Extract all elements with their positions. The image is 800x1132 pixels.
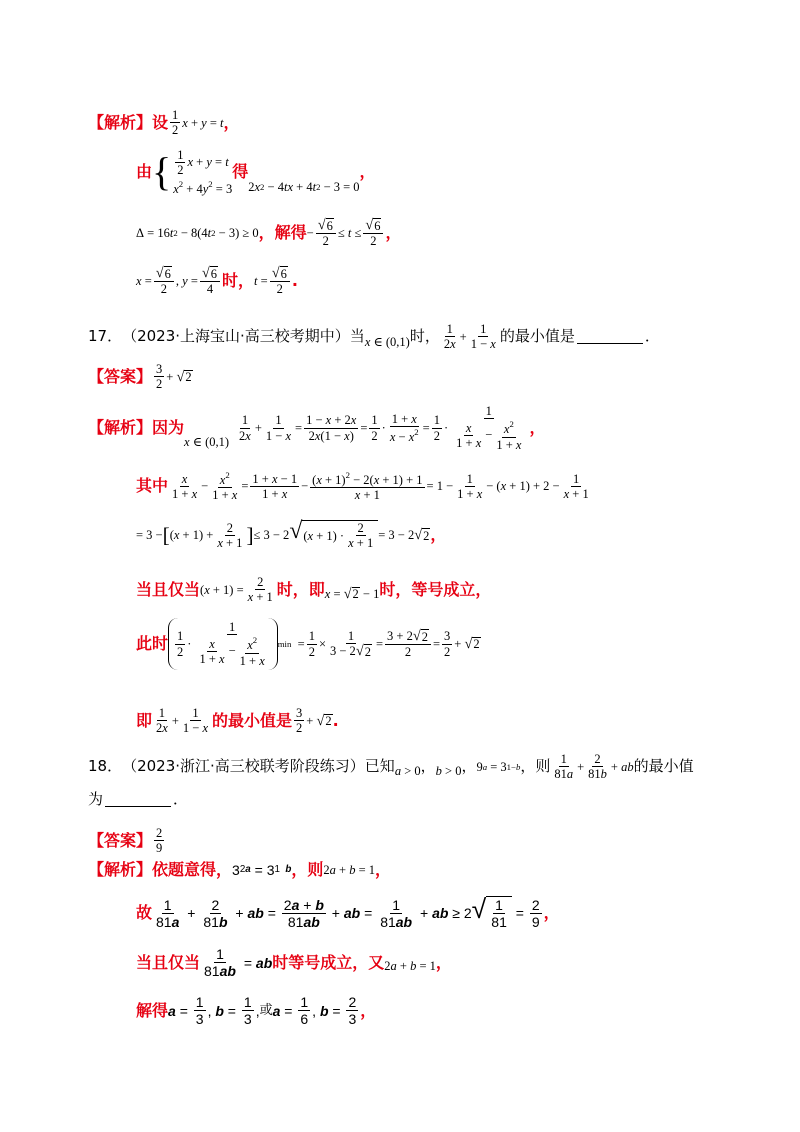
math-expr: $\frac{1}{2x}$ + $\frac{1}{1 - x}$ bbox=[443, 322, 496, 352]
prev-analysis-line-3: Δ = 16 t 2 − 8(4 t 2 − 3) ≥ 0 ，解得 − √ 6 2 ≤ t ≤ √ 6 2 ， bbox=[136, 217, 402, 249]
math-expr: x = √ 2 − 1 bbox=[324, 585, 380, 602]
math-expr: 9 a = 3 1−b bbox=[476, 759, 521, 774]
math-expr: $\frac{1}{2}$ x + y = t bbox=[172, 108, 224, 138]
question-17: 17． （2023·上海宝山·高三校考期中）当 x ∈ (0,1) 时， $\frac{1}{2x}$ + $\frac{1}{1 - x}$ 的最小值是 ． bbox=[88, 322, 660, 352]
answer-tag: 【答案】 bbox=[88, 830, 153, 850]
analysis-17-line-5: 此时 $\frac{1}{2}$ · 1 $\frac{x}{1 + x}$ − $\frac{x^2}{1 + x}$ min = $\frac{1}{2}$ × 1 3 − 2 √ 2 = 3 + 2 √ 2 2 = $\frac{3}{2}$ + √ 2 bbox=[136, 618, 481, 670]
math-expr: $\frac{1}{81a}$ + $\frac{2}{81b}$ + ab bbox=[554, 752, 634, 782]
prev-analysis-line-4: x = √ 6 2 , y = √ 6 4 时， t = √ 6 2 . bbox=[136, 265, 298, 297]
math-expr: 3 2a = 3 1 b bbox=[232, 862, 292, 878]
math-expr: $\frac{1}{2}$ · 1 $\frac{x}{1 + x}$ − $\frac{x^2}{1 + x}$ min = $\frac{1}{2}$ × 1 3 − 2 √ 2 = 3 + 2 √ 2 2 = $\frac{3}{2}$ + √ 2 bbox=[168, 618, 481, 670]
analysis-18-line-2: 故 $\frac{1}{81a}$ + $\frac{2}{81b}$ + ab = $\frac{2a + b}{81ab}$ + ab = $\frac{1}{81ab}$ + ab ≥ 2 √ $\frac{1}{81}$ = $\frac{2}{9}$ ， bbox=[136, 894, 560, 931]
analysis-17-line-6: 即 $\frac{1}{2x}$ + $\frac{1}{1 - x}$ 的最小值是 $\frac{3}{2}$ + √ 2 . bbox=[136, 706, 339, 736]
math-expr: $\frac{1}{2x}$ + $\frac{1}{1 - x}$ = $\frac{1 - x + 2x}{2x(1 - x)}$ = $\frac{1}{2}$ · $\frac{1 + x}{x - x^2}$ = $\frac{1}{2}$ · 1 $\frac{x}{1 + x}$ − $\frac{x^2}{1 + x}$ bbox=[239, 404, 522, 452]
answer-blank bbox=[577, 329, 643, 344]
math-expr: $\frac{1}{81ab}$ = ab bbox=[204, 946, 273, 980]
math-expr: 2 a + b = 1 bbox=[384, 959, 436, 974]
math-expr: $\frac{x}{1 + x}$ − $\frac{x^2}{1 + x}$ = $\frac{1 + x - 1}{1 + x}$ − $\frac{(x + 1)^2 - 2(x + 1) + 1}{x + 1}$ = 1 − $\frac{1}{1 + x}$ − ( x + 1) + 2 − $\frac{1}{x + 1}$ bbox=[172, 470, 589, 503]
analysis-tag: 【解析】 bbox=[88, 112, 153, 132]
analysis-17-line-4: 当且仅当 ( x + 1) = $\frac{2}{x + 1}$ 时，即 x = √ 2 − 1 时，等号成立， bbox=[136, 575, 492, 605]
math-expr: Δ = 16 t 2 − 8(4 t 2 − 3) ≥ 0 bbox=[136, 226, 259, 241]
analysis-17-line-2: 其中 $\frac{x}{1 + x}$ − $\frac{x^2}{1 + x}$ = $\frac{1 + x - 1}{1 + x}$ − $\frac{(x + 1)^2 - 2(x + 1) + 1}{x + 1}$ = 1 − $\frac{1}{1 + x}$ − ( x + 1) + 2 − $\frac{1}{x + 1}$ bbox=[136, 470, 593, 503]
math-expr: x = √ 6 2 , y = √ 6 4 bbox=[136, 266, 222, 297]
math-expr: $\frac{1}{81a}$ + $\frac{2}{81b}$ + ab = $\frac{2a + b}{81ab}$ + ab = $\frac{1}{81ab}$ + ab ≥ 2 √ $\frac{1}{81}$ = $\frac{2}{9}$ bbox=[156, 894, 540, 931]
math-expr: a = $\frac{1}{3}$ , b = $\frac{1}{3}$ , bbox=[168, 994, 260, 1028]
answer-18 bbox=[88, 826, 166, 856]
math-expr: $\frac{1}{2x}$ + $\frac{1}{1 - x}$ bbox=[156, 706, 209, 736]
analysis-18-line-3: 当且仅当 $\frac{1}{81ab}$ = ab 时等号成立，又 2 a + b = 1 ， bbox=[136, 946, 452, 980]
math-expr: $\frac{3}{2}$ + √ 2 bbox=[156, 362, 192, 392]
math-expr: x ∈ (0,1) bbox=[184, 434, 230, 449]
answer-blank bbox=[105, 792, 171, 807]
answer-tag: 【答案】 bbox=[88, 366, 153, 386]
analysis-17-line-1: 【解析】 因为 x ∈ (0,1) $\frac{1}{2x}$ + $\frac{1}{1 - x}$ = $\frac{1 - x + 2x}{2x(1 - x)}$ = $\frac{1}{2}$ · $\frac{1 + x}{x - x^2}$ = $\frac{1}{2}$ · 1 $\frac{x}{1 + x}$ − $\frac{x^2}{1 + x}$ ， bbox=[88, 404, 546, 452]
analysis-18-line-1: 【解析】 依题意得， 3 2a = 3 1 b ，则 2 a + b = 1 ， bbox=[88, 860, 392, 879]
question-source: （2023·上海宝山·高三校考期中）当 bbox=[122, 327, 365, 346]
equation-system: { $\frac{1}{2}$ x + y = t $x^2 + 4y^2 = 3$ bbox=[152, 148, 233, 196]
analysis-18-line-4: 解得 a = $\frac{1}{3}$ , b = $\frac{1}{3}$ , 或 a = $\frac{1}{6}$ , b = $\frac{2}{3}$ ， bbox=[136, 994, 377, 1028]
math-expr: − √ 6 2 ≤ t ≤ √ 6 2 bbox=[307, 218, 386, 249]
question-source: （2023·浙江·高三校联考阶段练习）已知 bbox=[122, 757, 395, 776]
math-expr: t = √ 6 2 bbox=[254, 266, 292, 297]
math-expr: x ∈ (0,1) bbox=[364, 334, 410, 349]
analysis-17-line-3: = 3 − [ ( x + 1) + $\frac{2}{x + 1}$ ] ≤ 3 − 2 √ ( x + 1) · $\frac{2}{x + 1}$ = 3 − 2 √ 2 ， bbox=[136, 518, 447, 551]
analysis-tag: 【解析】 bbox=[88, 860, 153, 879]
question-18: 18． （2023·浙江·高三校联考阶段练习）已知 a > 0 ， b > 0 ， 9 a = 3 1−b ，则 $\frac{1}{81a}$ + $\frac{2}{81b}$ + ab 的最小值 bbox=[88, 752, 694, 782]
math-expr: 2 x 2 − 4 tx + 4 t 2 − 3 = 0 bbox=[248, 180, 360, 195]
prev-analysis-line-1: 【解析】 设 $\frac{1}{2}$ x + y = t ， bbox=[88, 108, 240, 138]
math-expr: a > 0 bbox=[394, 763, 421, 778]
prev-analysis-line-2: 由 { $\frac{1}{2}$ x + y = t $x^2 + 4y^2 = 3$ 得 2 x 2 − 4 tx + 4 t 2 − 3 = 0 ， bbox=[136, 148, 376, 196]
math-expr: 2 a + b = 1 bbox=[323, 862, 376, 877]
analysis-tag: 【解析】 bbox=[88, 418, 153, 438]
answer-17 bbox=[88, 362, 193, 392]
math-expr: $\frac{2}{9}$ bbox=[156, 826, 163, 856]
question-number: 18． bbox=[88, 757, 123, 776]
math-expr: = 3 − [ ( x + 1) + $\frac{2}{x + 1}$ ] ≤ 3 − 2 √ ( x + 1) · $\frac{2}{x + 1}$ = 3 − 2 √ 2 bbox=[136, 518, 430, 551]
question-number: 17． bbox=[88, 327, 123, 346]
math-expr: a = $\frac{1}{6}$ , b = $\frac{2}{3}$ bbox=[272, 994, 357, 1028]
math-expr: ( x + 1) = $\frac{2}{x + 1}$ bbox=[200, 575, 273, 605]
math-expr: b > 0 bbox=[435, 763, 462, 778]
question-18-line-2: 为 ． bbox=[88, 790, 189, 808]
math-expr: $\frac{3}{2}$ + √ 2 bbox=[296, 706, 332, 736]
